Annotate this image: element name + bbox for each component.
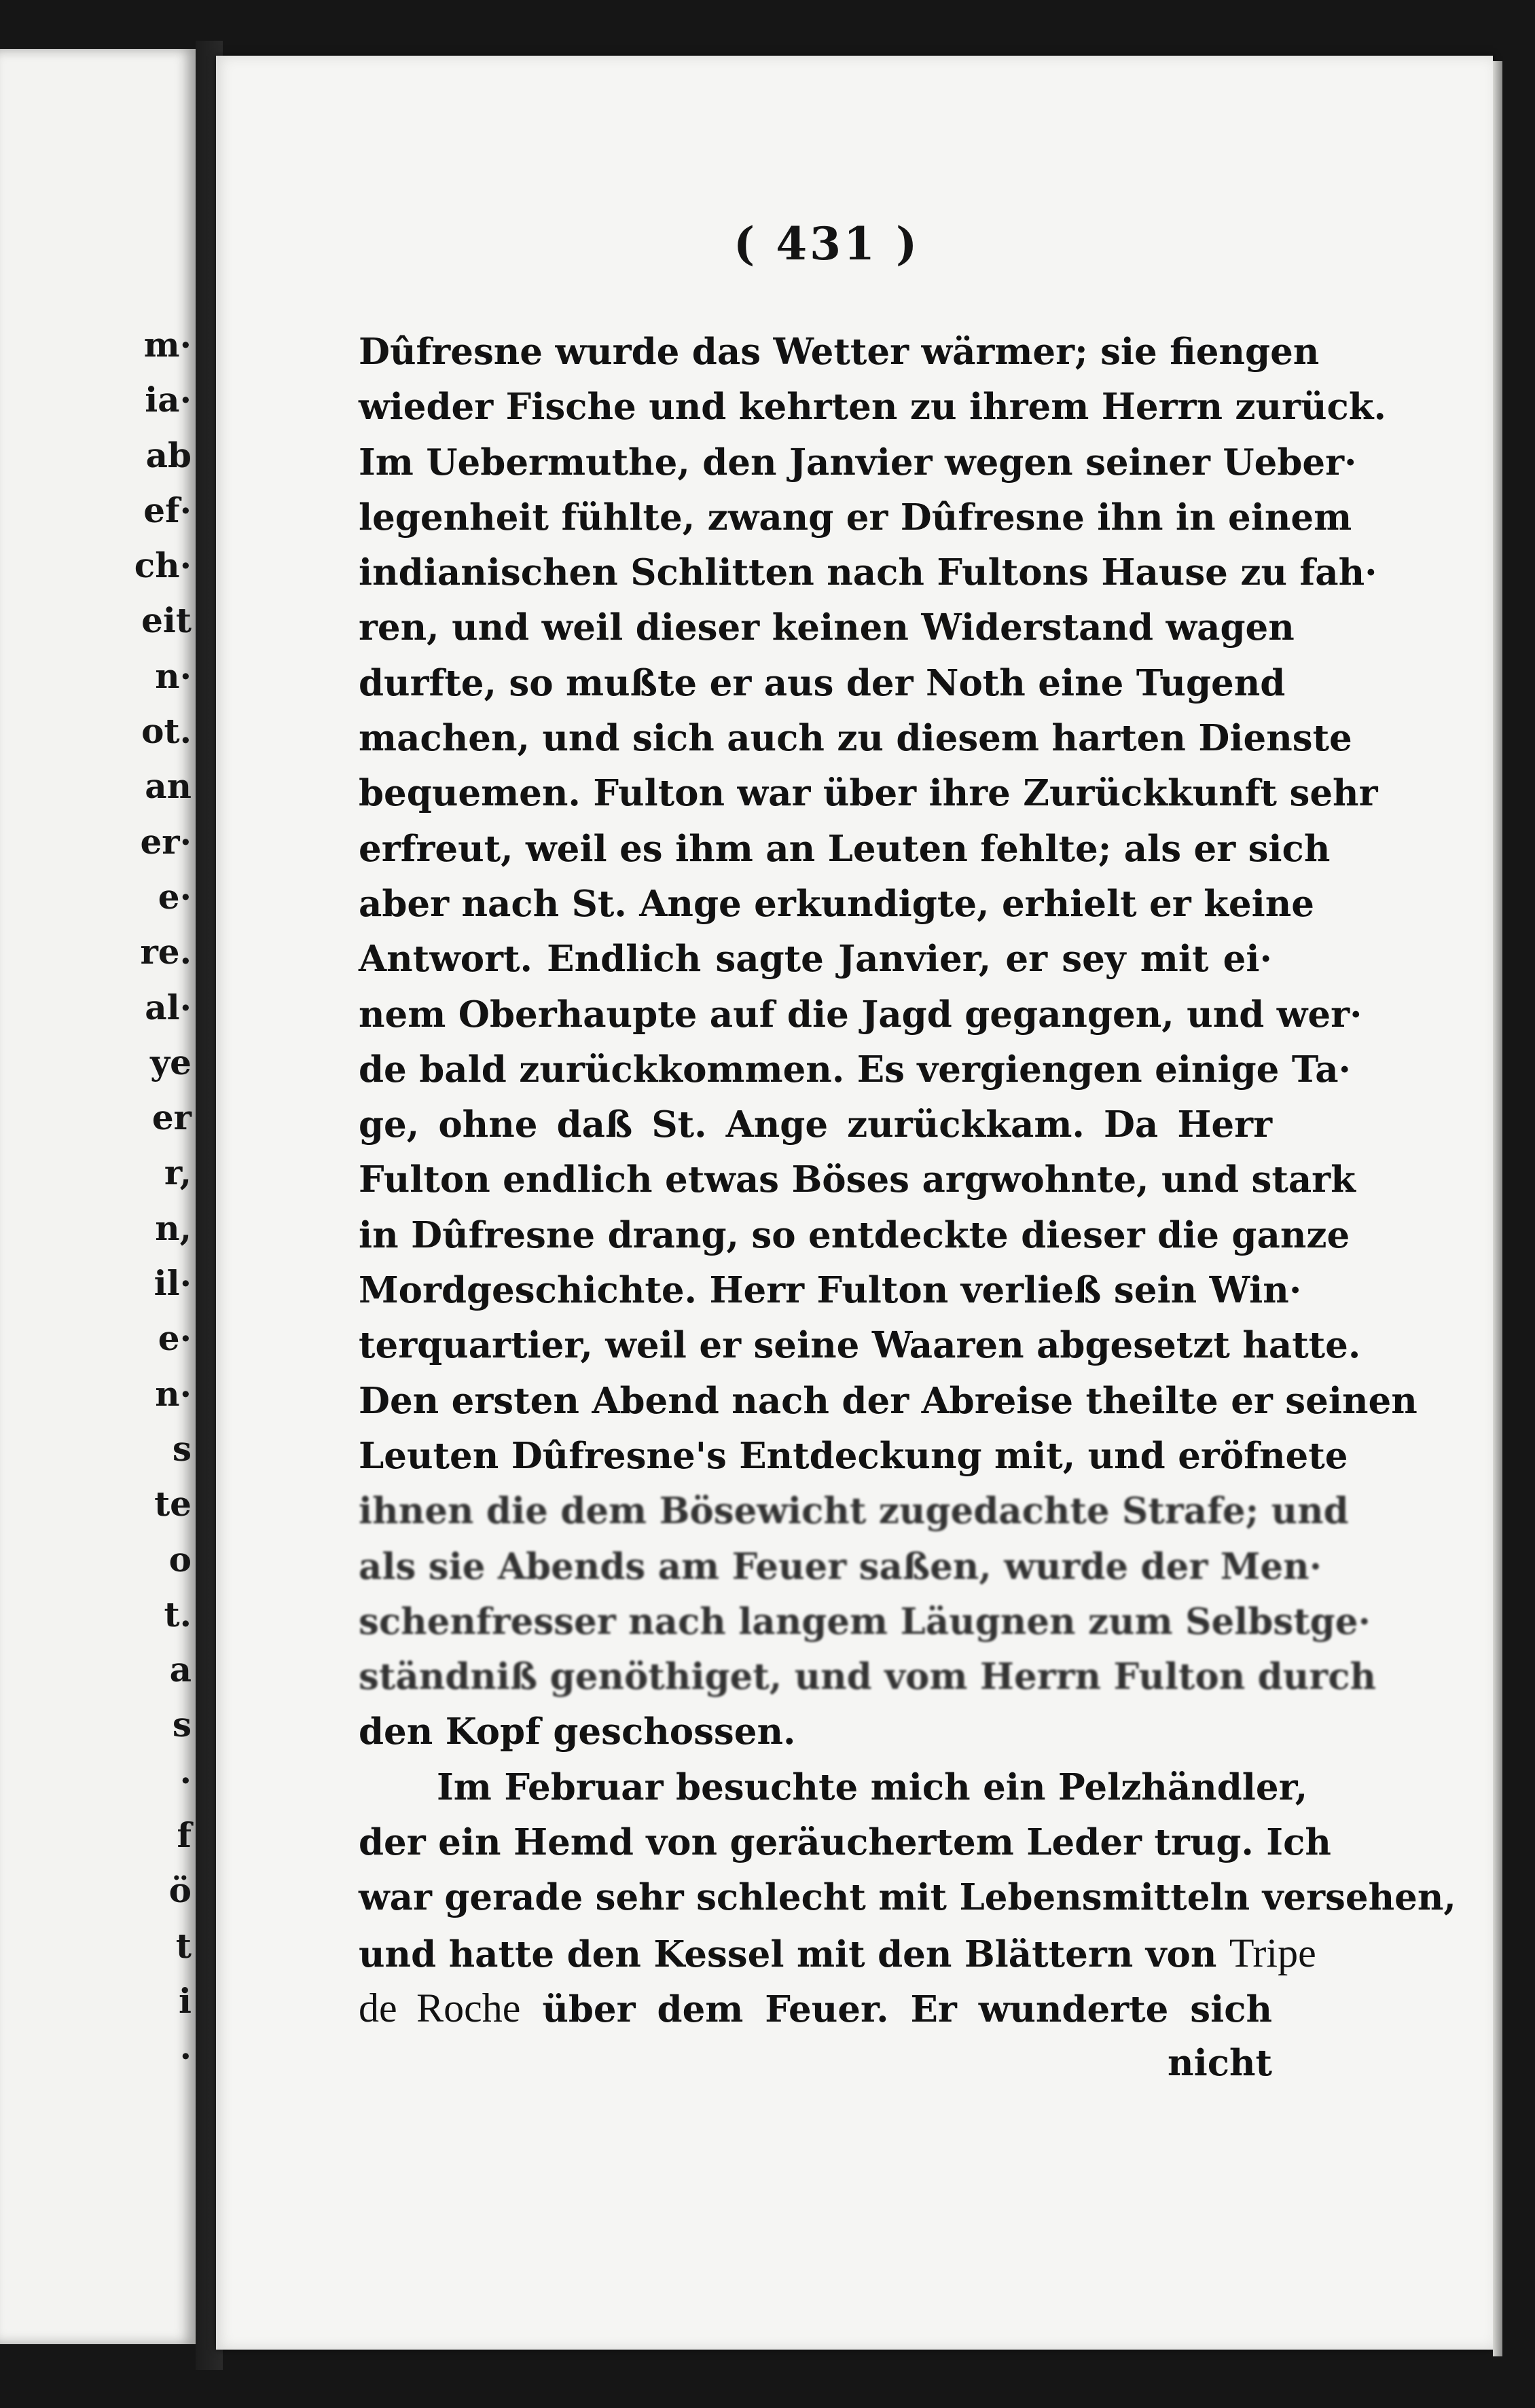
text-line: ständniß genöthiget, und vom Herrn Fulton durch [359, 1656, 1377, 1698]
antiqua-phrase: Tripe [1229, 1930, 1316, 1975]
text-line: Fulton endlich etwas Böses argwohnte, und stark [359, 1159, 1356, 1201]
text-line: bequemen. Fulton war über ihre Zurückkunft sehr [359, 772, 1378, 815]
text-line: durfte, so mußte er aus der Noth eine Tugend [359, 661, 1286, 704]
left-fragment: il· [154, 1263, 192, 1304]
left-fragment: n, [155, 1207, 192, 1248]
antiqua-phrase: de Roche [359, 1985, 521, 2030]
left-fragment: er [151, 1097, 192, 1138]
text-line: Den ersten Abend nach der Abreise theilte er seinen [359, 1379, 1417, 1422]
left-fragment: ef· [143, 490, 192, 530]
left-fragment: n· [155, 655, 192, 696]
text-line: de bald zurückkommen. Es vergiengen einige Ta· [359, 1048, 1351, 1091]
left-fragment: · [179, 2036, 192, 2077]
left-fragment: a [169, 1649, 192, 1690]
text-line: in Dûfresne drang, so entdeckte dieser die ganze [359, 1214, 1350, 1256]
left-fragment: er· [140, 821, 192, 862]
left-fragment: o [168, 1539, 192, 1580]
left-facing-page [0, 49, 196, 2344]
text-line: der ein Hemd von geräuchertem Leder trug. Ich [359, 1821, 1331, 1864]
left-fragment: ch· [134, 545, 192, 586]
text-line [359, 1926, 1316, 1981]
text-line: aber nach St. Ange erkundigte, erhielt er keine [359, 882, 1314, 925]
left-fragment: re. [140, 932, 192, 972]
text-line: Im Februar besuchte mich ein Pelzhändler, [437, 1766, 1308, 1808]
text-line: indianischen Schlitten nach Fultons Hause zu fah· [359, 551, 1377, 594]
text-line: erfreut, weil es ihm an Leuten fehlte; als er sich [359, 827, 1331, 870]
text-line: terquartier, weil er seine Waaren abgesetzt hatte. [359, 1324, 1361, 1367]
left-fragment: al· [145, 987, 192, 1027]
left-fragment: s [172, 1704, 192, 1745]
text-line: ren, und weil dieser keinen Widerstand wagen [359, 606, 1295, 649]
left-fragment: ab [145, 435, 192, 475]
left-fragment: t [175, 1925, 192, 1966]
left-fragment: an [145, 766, 192, 807]
page-edge [1493, 61, 1502, 2356]
left-fragment: n· [155, 1373, 192, 1414]
left-fragment: ye [150, 1042, 192, 1082]
left-fragment: t. [164, 1594, 192, 1635]
text-line: Im Uebermuthe, den Janvier wegen seiner Ueber· [359, 441, 1357, 484]
text-line: ihnen die dem Bösewicht zugedachte Strafe; und [359, 1490, 1349, 1533]
left-fragment: ia· [145, 380, 192, 420]
left-fragment: · [179, 1759, 192, 1800]
text-line: als sie Abends am Feuer saßen, wurde der Men· [359, 1545, 1322, 1588]
text-line: war gerade sehr schlecht mit Lebensmitteln versehen, [359, 1876, 1456, 1919]
text-line-part: und hatte den Kessel mit den Blättern von [359, 1933, 1229, 1975]
left-fragment: eit [141, 600, 192, 641]
left-fragment: m· [143, 325, 192, 365]
text-line-antiqua [359, 1981, 1272, 2036]
text-line: wieder Fische und kehrten zu ihrem Herrn zurück. [359, 386, 1386, 428]
left-fragment: i [179, 1980, 192, 2021]
left-fragment: te [154, 1484, 192, 1525]
left-fragment: ot. [141, 711, 192, 752]
paragraph-2 [359, 1760, 1456, 1981]
left-page-text-fragments [130, 317, 192, 2084]
text-line: den Kopf geschossen. [359, 1711, 796, 1753]
left-fragment: r, [164, 1152, 192, 1193]
text-line: Antwort. Endlich sagte Janvier, er sey mit ei· [359, 938, 1272, 981]
left-fragment: e· [158, 876, 192, 917]
text-line-rest: über dem Feuer. Er wunderte sich [542, 1988, 1273, 2030]
left-fragment: ö [168, 1870, 192, 1911]
text-line: Leuten Dûfresne's Entdeckung mit, und eröfnete [359, 1434, 1348, 1477]
body-text [359, 325, 1456, 2092]
text-line: schenfresser nach langem Läugnen zum Selbstge· [359, 1600, 1371, 1643]
text-line: nem Oberhaupte auf die Jagd gegangen, und wer· [359, 993, 1362, 1036]
left-fragment: f [177, 1815, 192, 1856]
text-line: Dûfresne wurde das Wetter wärmer; sie fiengen [359, 331, 1320, 373]
page-number: ( 431 ) [734, 217, 920, 270]
text-line: legenheit fühlte, zwang er Dûfresne ihn in einem [359, 496, 1352, 539]
left-fragment: s [172, 1428, 192, 1469]
text-line: ge, ohne daß St. Ange zurückkam. Da Herr [359, 1103, 1272, 1146]
catchword: nicht [1168, 2042, 1272, 2085]
text-line: Mordgeschichte. Herr Fulton verließ sein Win· [359, 1269, 1302, 1312]
paragraph-1 [359, 325, 1417, 1760]
text-line: machen, und sich auch zu diesem harten Dienste [359, 717, 1352, 760]
left-fragment: e· [158, 1318, 192, 1359]
